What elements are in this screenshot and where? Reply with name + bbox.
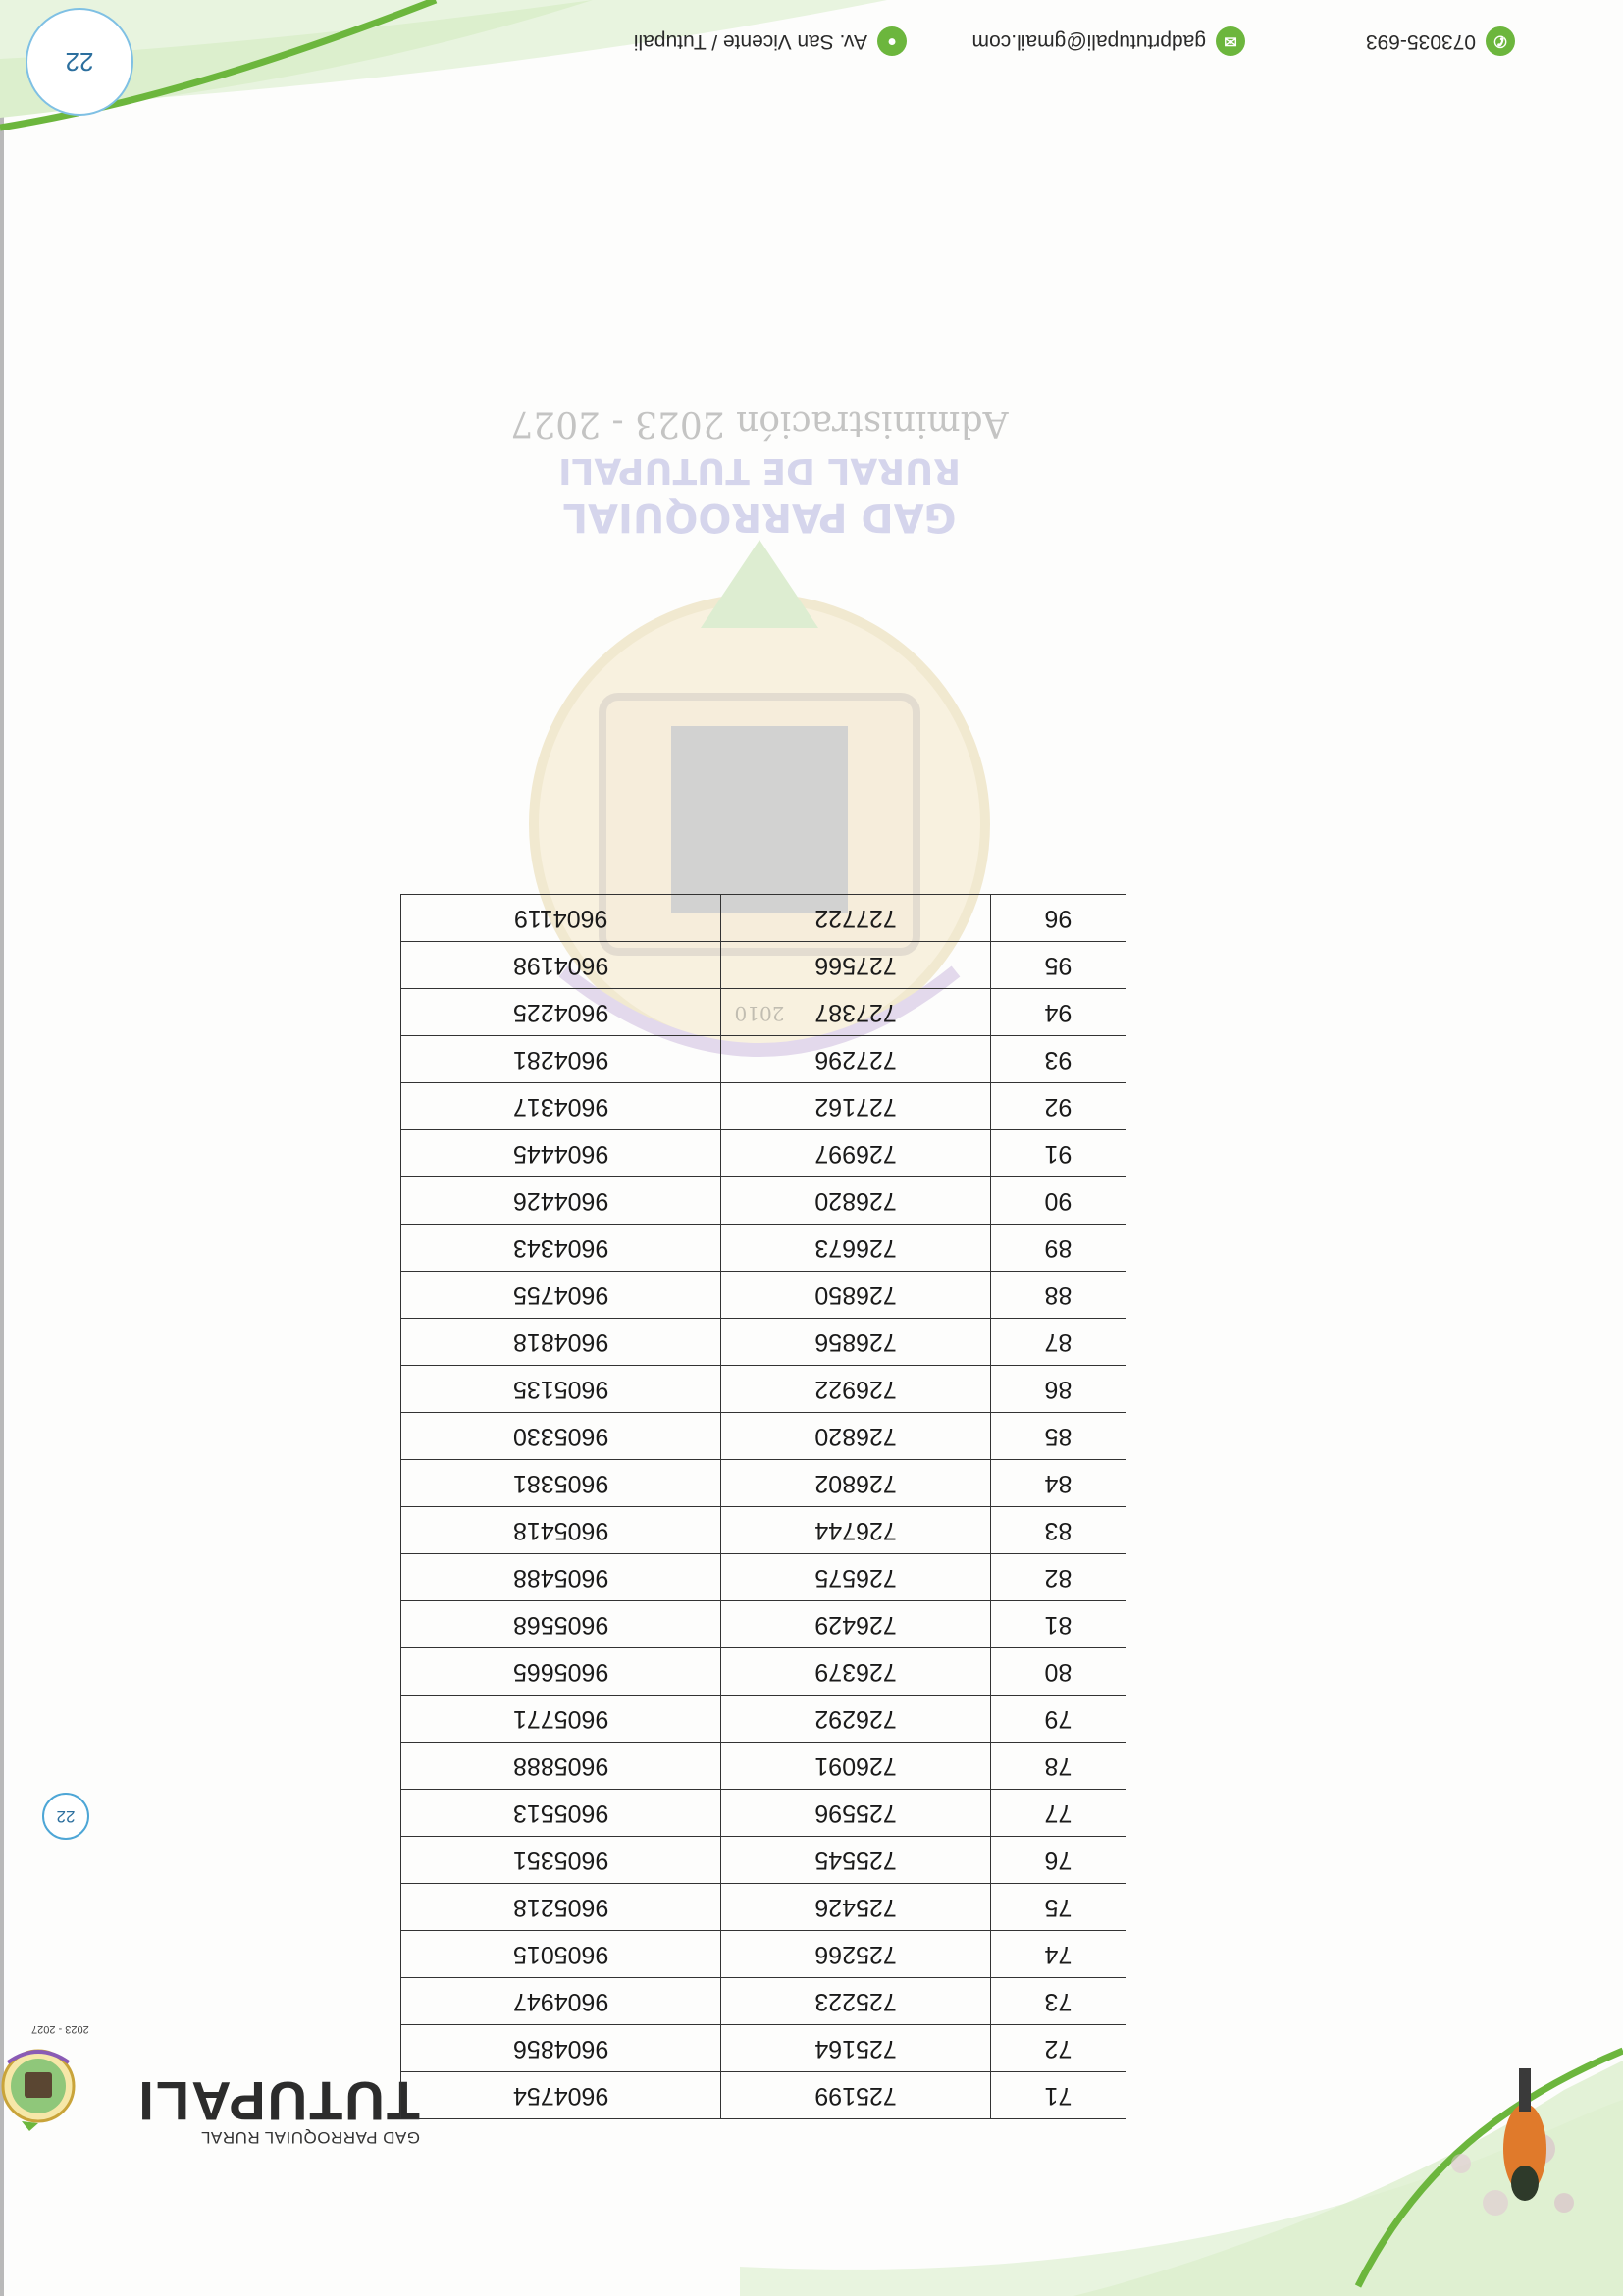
footer-phone	[1366, 22, 1515, 61]
parish-logo	[0, 2041, 79, 2131]
location-pin-icon: ●	[877, 26, 907, 56]
y-coordinate-cell: 9604225	[401, 989, 721, 1036]
point-number-cell: 79	[990, 1696, 1126, 1743]
table-row	[401, 2025, 1126, 2072]
y-coordinate-cell: 9604198	[401, 942, 721, 989]
y-coordinate-cell: 9605351	[401, 1837, 721, 1884]
point-number-cell: 74	[990, 1931, 1126, 1978]
y-coordinate-cell: 9605488	[401, 1554, 721, 1601]
x-coordinate-cell: 726856	[721, 1319, 991, 1366]
x-coordinate-cell: 726802	[721, 1460, 991, 1507]
x-coordinate-cell: 725545	[721, 1837, 991, 1884]
x-coordinate-cell: 726673	[721, 1225, 991, 1272]
footer-address-text: Av. San Vicente / Tutupali	[633, 30, 867, 53]
x-coordinate-cell: 726850	[721, 1272, 991, 1319]
table-row	[401, 942, 1126, 989]
x-coordinate-cell: 726820	[721, 1413, 991, 1460]
y-coordinate-cell: 9605418	[401, 1507, 721, 1554]
point-number-cell: 82	[990, 1554, 1126, 1601]
table-row	[401, 1130, 1126, 1177]
point-number-cell: 85	[990, 1413, 1126, 1460]
x-coordinate-cell: 725199	[721, 2072, 991, 2119]
point-number-cell: 80	[990, 1648, 1126, 1696]
point-number-cell: 90	[990, 1177, 1126, 1225]
x-coordinate-cell: 725223	[721, 1978, 991, 2025]
y-coordinate-cell: 9604947	[401, 1978, 721, 2025]
y-coordinate-cell: 9605218	[401, 1884, 721, 1931]
table-row	[401, 1507, 1126, 1554]
y-coordinate-cell: 9604426	[401, 1177, 721, 1225]
x-coordinate-cell: 726091	[721, 1743, 991, 1790]
y-coordinate-cell: 9605381	[401, 1460, 721, 1507]
table-row	[401, 1272, 1126, 1319]
x-coordinate-cell: 725164	[721, 2025, 991, 2072]
point-number-cell: 92	[990, 1083, 1126, 1130]
x-coordinate-cell: 727387	[721, 989, 991, 1036]
y-coordinate-cell: 9604343	[401, 1225, 721, 1272]
table-row	[401, 1460, 1126, 1507]
footer-address	[634, 22, 907, 61]
y-coordinate-cell: 9605330	[401, 1413, 721, 1460]
watermark-year: 2010	[734, 1002, 785, 1025]
table-row	[401, 2072, 1126, 2119]
point-number-cell: 93	[990, 1036, 1126, 1083]
table-row	[401, 1790, 1126, 1837]
x-coordinate-cell: 727722	[721, 895, 991, 942]
table-row	[401, 989, 1126, 1036]
table-row	[401, 1413, 1126, 1460]
watermark-line-3: Administración 2023 - 2027	[510, 403, 1009, 444]
brand-years: 2023 - 2027	[31, 2023, 89, 2035]
table-row	[401, 1319, 1126, 1366]
footer-page-number: 22	[26, 8, 133, 116]
side-page-number: 22	[42, 1793, 89, 1840]
point-number-cell: 78	[990, 1743, 1126, 1790]
y-coordinate-cell: 9605513	[401, 1790, 721, 1837]
footer-email	[972, 22, 1245, 61]
table-row	[401, 1036, 1126, 1083]
y-coordinate-cell: 9604119	[401, 895, 721, 942]
y-coordinate-cell: 9604818	[401, 1319, 721, 1366]
watermark-line-2: RURAL DE TUTUPALI	[558, 450, 961, 491]
table-row	[401, 1366, 1126, 1413]
phone-icon: ✆	[1486, 26, 1515, 56]
x-coordinate-cell: 726820	[721, 1177, 991, 1225]
y-coordinate-cell: 9605135	[401, 1366, 721, 1413]
x-coordinate-cell: 727566	[721, 942, 991, 989]
table-row	[401, 1177, 1126, 1225]
coordinates-table-body	[401, 895, 1126, 2119]
point-number-cell: 95	[990, 942, 1126, 989]
point-number-cell: 91	[990, 1130, 1126, 1177]
point-number-cell: 81	[990, 1601, 1126, 1648]
point-number-cell: 71	[990, 2072, 1126, 2119]
brand-title: TUTUPALI	[136, 2070, 420, 2132]
footer-email-text: gadprtutupali@gmail.com	[971, 30, 1206, 53]
table-row	[401, 1225, 1126, 1272]
footer-phone-text: 073035-693	[1365, 30, 1476, 53]
point-number-cell: 73	[990, 1978, 1126, 2025]
x-coordinate-cell: 725426	[721, 1884, 991, 1931]
table-row	[401, 1696, 1126, 1743]
y-coordinate-cell: 9604445	[401, 1130, 721, 1177]
table-row	[401, 1648, 1126, 1696]
table-row	[401, 1884, 1126, 1931]
y-coordinate-cell: 9604755	[401, 1272, 721, 1319]
coordinates-table	[400, 894, 1126, 2119]
point-number-cell: 83	[990, 1507, 1126, 1554]
point-number-cell: 75	[990, 1884, 1126, 1931]
y-coordinate-cell: 9605771	[401, 1696, 721, 1743]
x-coordinate-cell: 727296	[721, 1036, 991, 1083]
y-coordinate-cell: 9604317	[401, 1083, 721, 1130]
point-number-cell: 87	[990, 1319, 1126, 1366]
y-coordinate-cell: 9605888	[401, 1743, 721, 1790]
x-coordinate-cell: 725596	[721, 1790, 991, 1837]
x-coordinate-cell: 727162	[721, 1083, 991, 1130]
x-coordinate-cell: 725266	[721, 1931, 991, 1978]
y-coordinate-cell: 9604754	[401, 2072, 721, 2119]
point-number-cell: 72	[990, 2025, 1126, 2072]
table-row	[401, 1837, 1126, 1884]
table-row	[401, 1601, 1126, 1648]
point-number-cell: 89	[990, 1225, 1126, 1272]
point-number-cell: 76	[990, 1837, 1126, 1884]
x-coordinate-cell: 726997	[721, 1130, 991, 1177]
table-row	[401, 1083, 1126, 1130]
table-row	[401, 1554, 1126, 1601]
x-coordinate-cell: 726429	[721, 1601, 991, 1648]
y-coordinate-cell: 9604281	[401, 1036, 721, 1083]
x-coordinate-cell: 726922	[721, 1366, 991, 1413]
y-coordinate-cell: 9605568	[401, 1601, 721, 1648]
watermark-line-1: GAD PARROQUIAL	[562, 495, 957, 540]
y-coordinate-cell: 9605665	[401, 1648, 721, 1696]
point-number-cell: 94	[990, 989, 1126, 1036]
contact-footer	[583, 22, 1623, 61]
table-row	[401, 895, 1126, 942]
table-row	[401, 1978, 1126, 2025]
x-coordinate-cell: 726575	[721, 1554, 991, 1601]
y-coordinate-cell: 9605015	[401, 1931, 721, 1978]
point-number-cell: 86	[990, 1366, 1126, 1413]
point-number-cell: 84	[990, 1460, 1126, 1507]
mail-icon: ✉	[1216, 26, 1245, 56]
org-line: GAD PARROQUIAL RURAL	[200, 2128, 420, 2147]
x-coordinate-cell: 726744	[721, 1507, 991, 1554]
point-number-cell: 88	[990, 1272, 1126, 1319]
point-number-cell: 96	[990, 895, 1126, 942]
x-coordinate-cell: 726292	[721, 1696, 991, 1743]
table-row	[401, 1931, 1126, 1978]
y-coordinate-cell: 9604856	[401, 2025, 721, 2072]
point-number-cell: 77	[990, 1790, 1126, 1837]
table-row	[401, 1743, 1126, 1790]
x-coordinate-cell: 726379	[721, 1648, 991, 1696]
